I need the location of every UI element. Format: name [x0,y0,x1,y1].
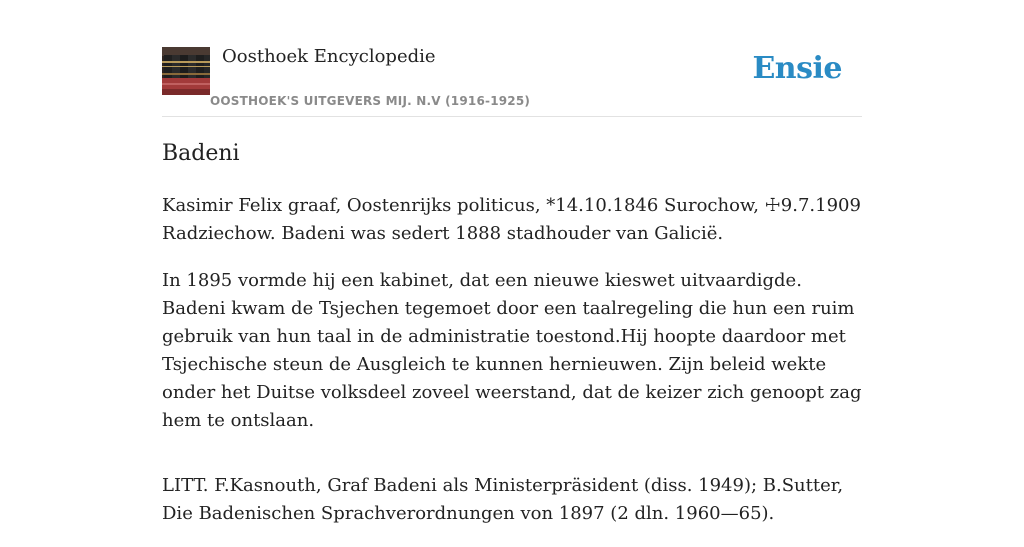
site-header [162,0,862,117]
book-spines-icon[interactable] [162,47,210,95]
avatar-image [162,47,210,95]
article-paragraph: In 1895 vormde hij een kabinet, dat een nieuwe kieswet uitvaardigde. Badeni kwam de Tsjechen tegemoet door een taalregeling die hun een ruim gebruik van hun taal in de administratie toestond.Hij hoopte daardoor met Tsjechische steun de Ausgleich te kunnen hernieuwen. Zijn beleid wekte onder het Duitse volksdeel zoveel weerstand, dat de keizer zich genoopt zag hem te ontslaan. [162,270,862,431]
article-paragraph: Kasimir Felix graaf, Oostenrijks politicus, *14.10.1846 Surochow, ☩9.7.1909 Radziechow. Badeni was sedert 1888 stadhouder van Galicië. [162,195,861,244]
site-title-link[interactable]: Oosthoek Encyclopedie [222,46,436,67]
article-title: Badeni [162,141,240,166]
article-literature: LITT. F.Kasnouth, Graf Badeni als Ministerpräsident (diss. 1949); B.Sutter, Die Badenischen Sprachverordnungen von 1897 (2 dln. 1960—65). [162,475,844,524]
article-content [162,192,862,547]
site-subtitle: OOSTHOEK'S UITGEVERS MIJ. N.V (1916-1925) [210,94,531,108]
ensie-logo[interactable]: Ensie [752,51,842,86]
